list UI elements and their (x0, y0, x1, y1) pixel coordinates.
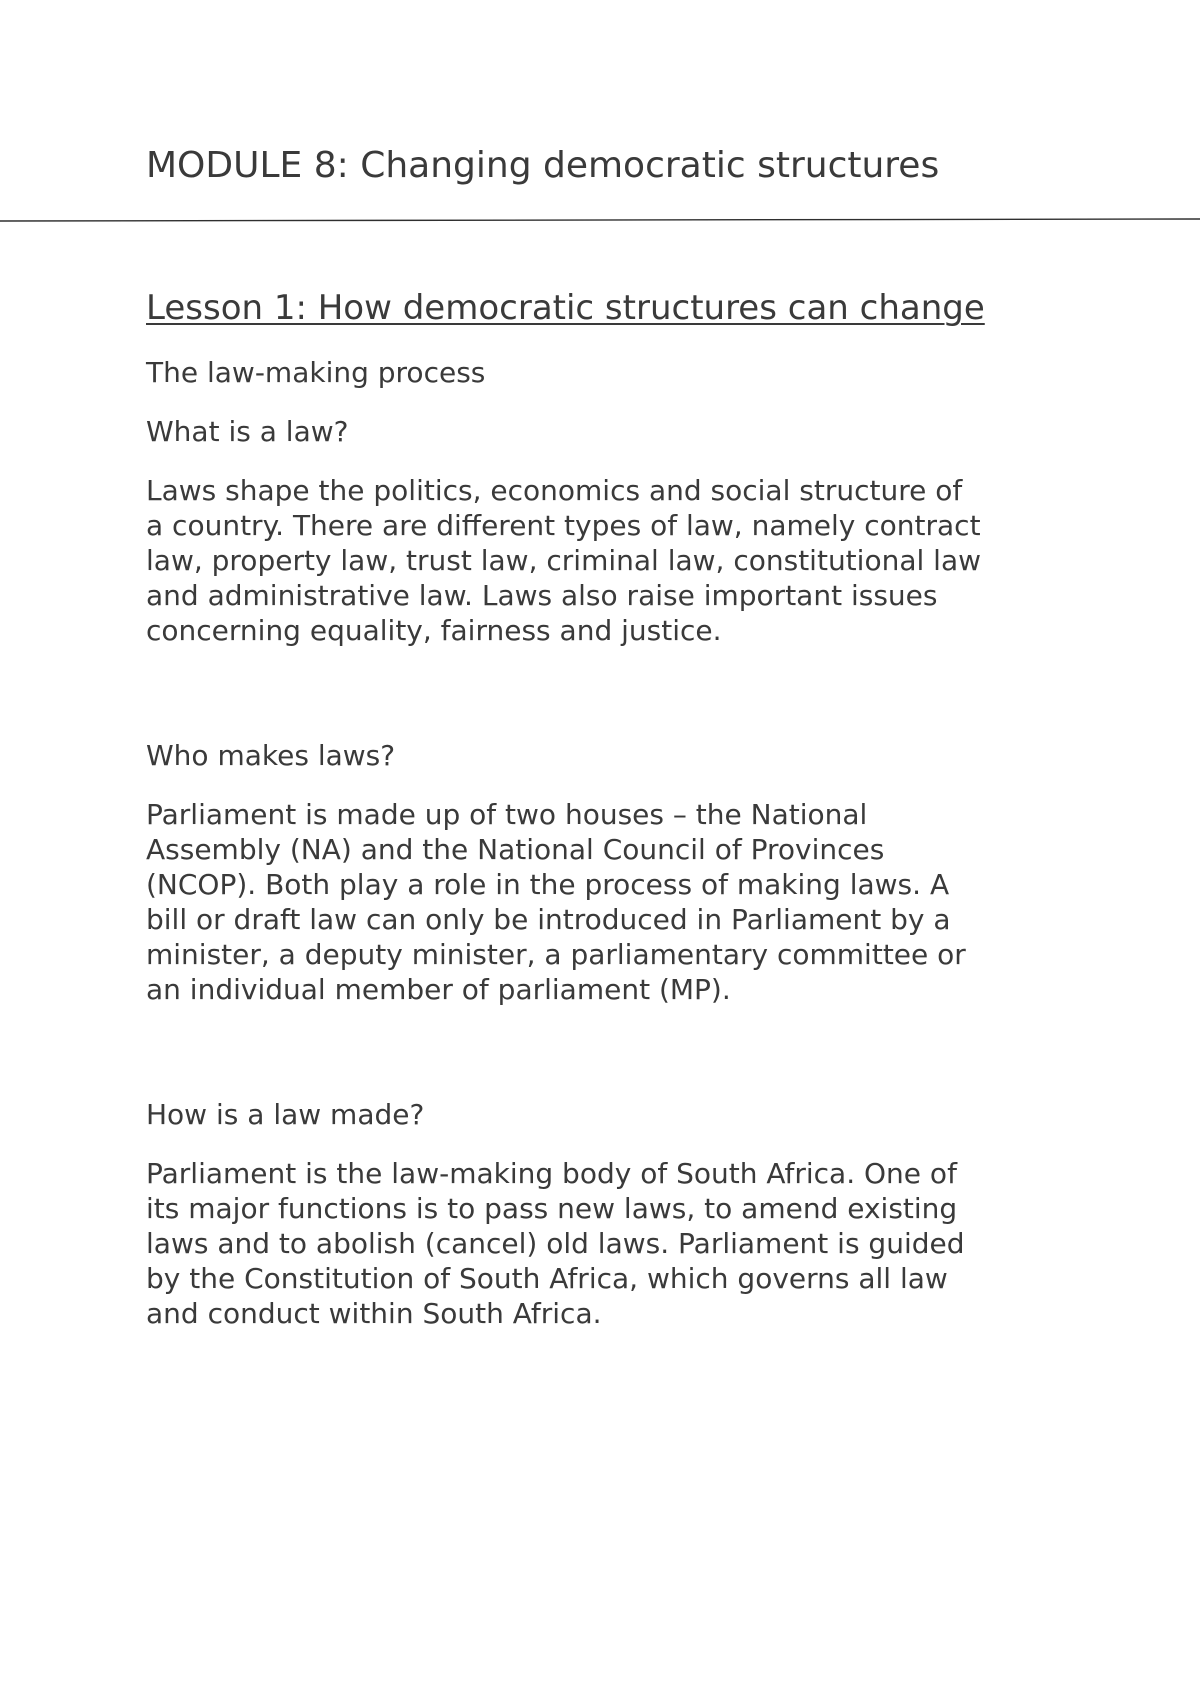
paragraph-line: bill or draft law can only be introduced in Parliament by a (146, 903, 951, 936)
paragraph-line: Parliament is made up of two houses – the National (146, 798, 868, 831)
paragraph-line: Parliament is the law-making body of South Africa. One of (146, 1157, 957, 1190)
paragraph-line: Laws shape the politics, economics and social structure of (146, 474, 963, 507)
paragraph-how-is-a-law-made (146, 1156, 1076, 1331)
paragraph-line: Assembly (NA) and the National Council of Provinces (146, 833, 885, 866)
header-divider (0, 218, 1200, 222)
spacer (146, 648, 1076, 738)
lesson-title: Lesson 1: How democratic structures can change (146, 288, 985, 328)
section-heading: The law-making process (146, 356, 486, 389)
paragraph-line: a country. There are different types of law, namely contract (146, 509, 981, 542)
paragraph-line: its major functions is to pass new laws, to amend existing (146, 1192, 958, 1225)
module-title: MODULE 8: Changing democratic structures (146, 145, 940, 186)
question-what-is-a-law: What is a law? (146, 415, 349, 448)
paragraph-what-is-a-law (146, 473, 1076, 648)
paragraph-line: (NCOP). Both play a role in the process of making laws. A (146, 868, 950, 901)
paragraph-line: law, property law, trust law, criminal law, constitutional law (146, 544, 981, 577)
paragraph-line: concerning equality, fairness and justice. (146, 614, 722, 647)
paragraph-line: an individual member of parliament (MP). (146, 973, 731, 1006)
paragraph-line: by the Constitution of South Africa, which governs all law (146, 1262, 948, 1295)
question-how-is-a-law-made: How is a law made? (146, 1098, 425, 1131)
paragraph-who-makes-laws (146, 797, 1076, 1007)
paragraph-line: and conduct within South Africa. (146, 1297, 602, 1330)
spacer (146, 1007, 1076, 1097)
paragraph-line: minister, a deputy minister, a parliamentary committee or (146, 938, 966, 971)
lesson-content (146, 287, 1076, 1331)
question-who-makes-laws: Who makes laws? (146, 739, 396, 772)
paragraph-line: and administrative law. Laws also raise important issues (146, 579, 938, 612)
paragraph-line: laws and to abolish (cancel) old laws. Parliament is guided (146, 1227, 965, 1260)
